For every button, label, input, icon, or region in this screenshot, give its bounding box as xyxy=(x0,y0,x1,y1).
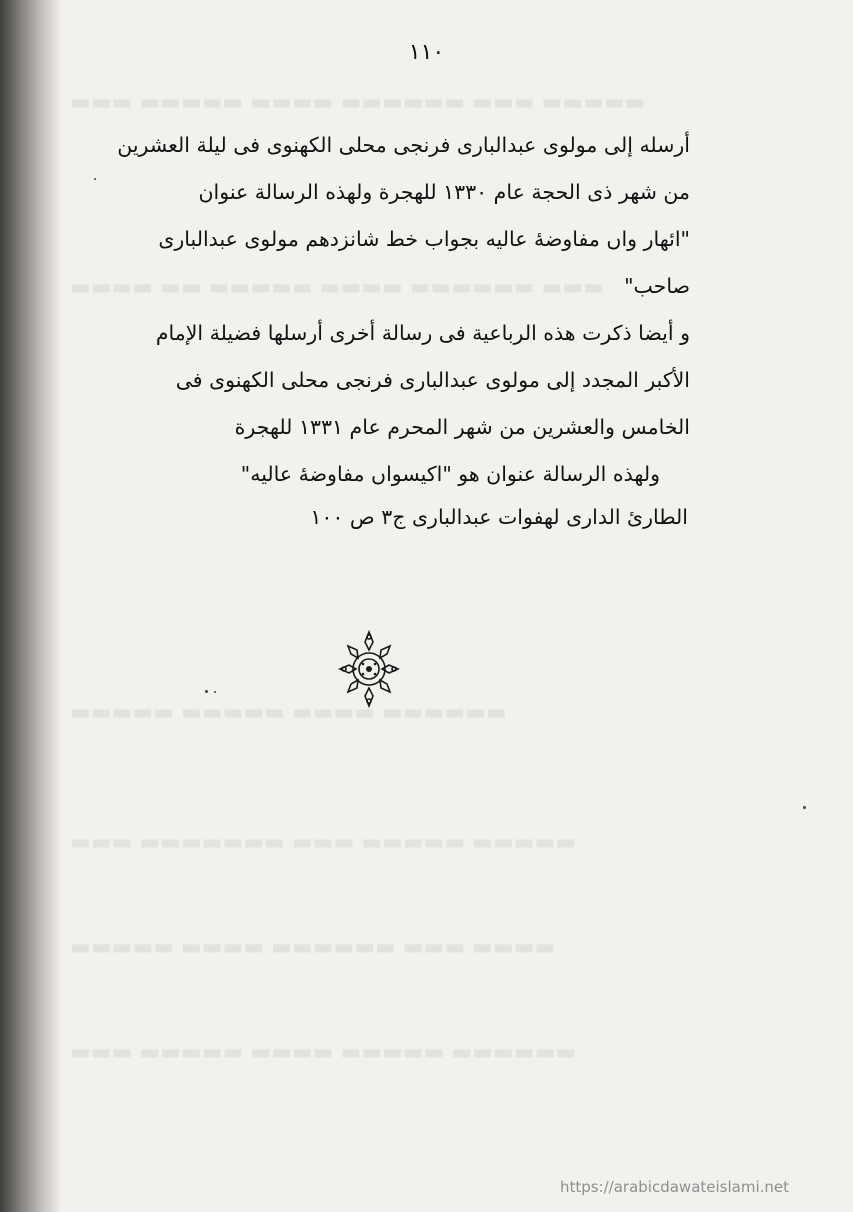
print-speck xyxy=(803,806,806,809)
body-line: ولهذه الرسالة عنوان هو "اكيسواں مفاوضهٔ عاليه" xyxy=(240,462,660,486)
show-through-band: ▬▬▬▬ ▬▬ ▬▬▬▬▬ ▬▬▬▬ ▬▬▬▬▬▬ ▬▬▬ xyxy=(70,275,604,300)
body-line: صاحب" xyxy=(624,274,690,298)
print-speck xyxy=(94,178,96,180)
source-citation: الطارئ الدارى لهفوات عبدالبارى ج٣ ص ١٠٠ xyxy=(310,505,688,529)
body-line: الأكبر المجدد إلى مولوى عبدالبارى فرنجى محلى الكهنوى فى xyxy=(175,368,690,392)
body-line: الخامس والعشرين من شهر المحرم عام ١٣٣١ للهجرة xyxy=(234,415,690,439)
print-speck xyxy=(214,691,216,693)
body-line: أرسله إلى مولوى عبدالبارى فرنجى محلى الكهنوى فى ليلة العشرين xyxy=(117,133,690,157)
show-through-band: ▬▬▬ ▬▬▬▬▬▬▬ ▬▬▬ ▬▬▬▬▬ ▬▬▬▬▬ xyxy=(70,830,577,855)
show-through-band: ▬▬▬ ▬▬▬▬▬ ▬▬▬▬ ▬▬▬▬▬▬ ▬▬▬ ▬▬▬▬▬ xyxy=(70,90,646,115)
print-speck xyxy=(205,690,208,693)
show-through-band: ▬▬▬▬▬ ▬▬▬▬ ▬▬▬▬▬▬ ▬▬▬ ▬▬▬▬ xyxy=(70,935,556,960)
show-through-band: ▬▬▬ ▬▬▬▬▬ ▬▬▬▬ ▬▬▬▬▬ ▬▬▬▬▬▬ xyxy=(70,1040,577,1065)
watermark-url[interactable]: https://arabicdawateislami.net xyxy=(559,1178,789,1196)
floral-ornament-icon xyxy=(338,628,400,710)
body-line: "ائهار واں مفاوضهٔ عاليه بجواب خط شانزدهم مولوى عبدالبارى xyxy=(158,227,690,251)
body-text xyxy=(90,122,690,498)
page-number: ١١٠ xyxy=(408,40,445,65)
body-line: و أيضا ذكرت هذه الرباعية فى رسالة أخرى أرسلها فضيلة الإمام xyxy=(155,321,690,345)
book-gutter-shadow xyxy=(0,0,62,1212)
show-through-band: ▬▬▬▬▬ ▬▬▬▬▬ ▬▬▬▬ ▬▬▬▬▬▬ xyxy=(70,700,507,725)
body-line: من شهر ذى الحجة عام ١٣٣٠ للهجرة ولهذه الرسالة عنوان xyxy=(198,180,690,204)
